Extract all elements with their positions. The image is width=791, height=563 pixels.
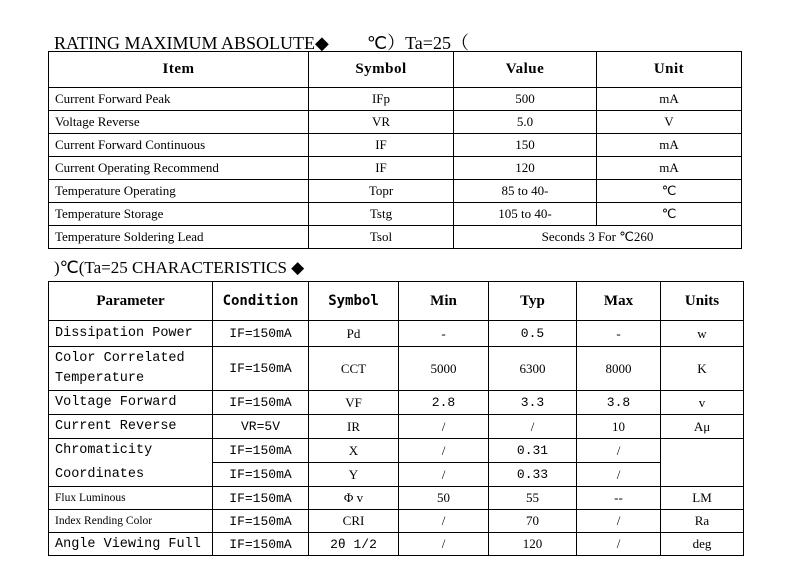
unit-cell: deg (661, 533, 744, 556)
abs-max-header-row (49, 52, 742, 88)
header-condition: Condition (213, 282, 309, 321)
condition-cell: IF=150mA (213, 439, 309, 463)
unit-cell: mA (597, 134, 742, 157)
symbol-cell: IF (309, 134, 454, 157)
characteristics-title: )℃(Ta=25 CHARACTERISTICS ◆ (54, 258, 305, 277)
symbol-cell: IR (309, 415, 399, 439)
typ-cell: 0.33 (489, 463, 577, 487)
table-row (49, 111, 742, 134)
unit-cell: ℃ (597, 180, 742, 203)
condition-cell: IF=150mA (213, 321, 309, 347)
min-cell: / (399, 510, 489, 533)
unit-cell: v (661, 391, 744, 415)
unit-cell: ℃ (597, 203, 742, 226)
max-cell: -- (577, 487, 661, 510)
table-row (49, 226, 742, 249)
max-cell: / (577, 510, 661, 533)
symbol-cell: X (309, 439, 399, 463)
header-unit: Unit (597, 52, 742, 88)
characteristics-header-row (49, 282, 744, 321)
item-cell: Temperature Storage (49, 203, 309, 226)
table-row (49, 510, 744, 533)
table-row (49, 180, 742, 203)
typ-cell: 70 (489, 510, 577, 533)
header-max: Max (577, 282, 661, 321)
symbol-cell: Pd (309, 321, 399, 347)
unit-cell (661, 439, 744, 463)
unit-cell: w (661, 321, 744, 347)
max-cell: 3.8 (577, 391, 661, 415)
symbol-cell: IF (309, 157, 454, 180)
condition-cell: VR=5V (213, 415, 309, 439)
table-row (49, 415, 744, 439)
table-row (49, 134, 742, 157)
symbol-cell: IFp (309, 88, 454, 111)
header-parameter: Parameter (49, 282, 213, 321)
typ-cell: 0.5 (489, 321, 577, 347)
table-row (49, 321, 744, 347)
min-cell: / (399, 463, 489, 487)
item-cell: Current Forward Peak (49, 88, 309, 111)
item-cell: Temperature Soldering Lead (49, 226, 309, 249)
parameter-cell: Chromaticity (49, 439, 213, 463)
unit-cell: Aμ (661, 415, 744, 439)
table-row (49, 203, 742, 226)
item-cell: Current Forward Continuous (49, 134, 309, 157)
table-row (49, 157, 742, 180)
abs-max-table (48, 51, 742, 249)
condition-cell: IF=150mA (213, 510, 309, 533)
min-cell: 50 (399, 487, 489, 510)
min-cell: 5000 (399, 347, 489, 391)
max-cell: / (577, 533, 661, 556)
min-cell: / (399, 439, 489, 463)
max-cell: / (577, 439, 661, 463)
parameter-cell: Coordinates (49, 463, 213, 487)
typ-cell: 120 (489, 533, 577, 556)
typ-cell: / (489, 415, 577, 439)
abs-max-title-text: RATING MAXIMUM ABSOLUTE◆ (54, 33, 329, 53)
unit-cell: Ra (661, 510, 744, 533)
max-cell: 10 (577, 415, 661, 439)
min-cell: 2.8 (399, 391, 489, 415)
value-cell: 5.0 (454, 111, 597, 134)
condition-cell: IF=150mA (213, 533, 309, 556)
unit-cell: V (597, 111, 742, 134)
typ-cell: 6300 (489, 347, 577, 391)
min-cell: - (399, 321, 489, 347)
item-cell: Temperature Operating (49, 180, 309, 203)
unit-cell: mA (597, 157, 742, 180)
typ-cell: 3.3 (489, 391, 577, 415)
parameter-cell: Flux Luminous (49, 487, 213, 510)
parameter-cell: Voltage Forward (49, 391, 213, 415)
value-cell: Seconds 3 For ℃260 (454, 226, 742, 249)
parameter-cell: Index Rending Color (49, 510, 213, 533)
symbol-cell: CCT (309, 347, 399, 391)
symbol-cell: Topr (309, 180, 454, 203)
typ-cell: 0.31 (489, 439, 577, 463)
parameter-cell: Angle Viewing Full (49, 533, 213, 556)
symbol-cell: Tstg (309, 203, 454, 226)
symbol-cell: VR (309, 111, 454, 134)
table-row (49, 391, 744, 415)
condition-cell: IF=150mA (213, 391, 309, 415)
table-row (49, 487, 744, 510)
unit-cell: mA (597, 88, 742, 111)
header-symbol: Symbol (309, 282, 399, 321)
value-cell: 85 to 40- (454, 180, 597, 203)
max-cell: 8000 (577, 347, 661, 391)
parameter-cell: Dissipation Power (49, 321, 213, 347)
value-cell: 105 to 40- (454, 203, 597, 226)
parameter-cell: Color Correlated Temperature (49, 347, 213, 391)
header-item: Item (49, 52, 309, 88)
unit-cell (661, 463, 744, 487)
table-row (49, 533, 744, 556)
symbol-cell: Y (309, 463, 399, 487)
condition-cell: IF=150mA (213, 463, 309, 487)
symbol-cell: CRI (309, 510, 399, 533)
unit-cell: K (661, 347, 744, 391)
header-value: Value (454, 52, 597, 88)
header-typ: Typ (489, 282, 577, 321)
max-cell: / (577, 463, 661, 487)
min-cell: / (399, 533, 489, 556)
value-cell: 150 (454, 134, 597, 157)
item-cell: Voltage Reverse (49, 111, 309, 134)
condition-cell: IF=150mA (213, 347, 309, 391)
abs-max-condition: ℃）Ta=25（ (366, 33, 469, 53)
parameter-cell: Current Reverse (49, 415, 213, 439)
symbol-cell: VF (309, 391, 399, 415)
table-row (49, 439, 744, 463)
min-cell: / (399, 415, 489, 439)
typ-cell: 55 (489, 487, 577, 510)
table-row (49, 463, 744, 487)
header-symbol: Symbol (309, 52, 454, 88)
symbol-cell: Tsol (309, 226, 454, 249)
symbol-cell: 2θ 1/2 (309, 533, 399, 556)
condition-cell: IF=150mA (213, 487, 309, 510)
symbol-cell: Φ v (309, 487, 399, 510)
header-min: Min (399, 282, 489, 321)
value-cell: 120 (454, 157, 597, 180)
item-cell: Current Operating Recommend (49, 157, 309, 180)
table-row (49, 88, 742, 111)
table-row (49, 347, 744, 391)
header-units: Units (661, 282, 744, 321)
value-cell: 500 (454, 88, 597, 111)
unit-cell: LM (661, 487, 744, 510)
max-cell: - (577, 321, 661, 347)
characteristics-table (48, 281, 744, 556)
